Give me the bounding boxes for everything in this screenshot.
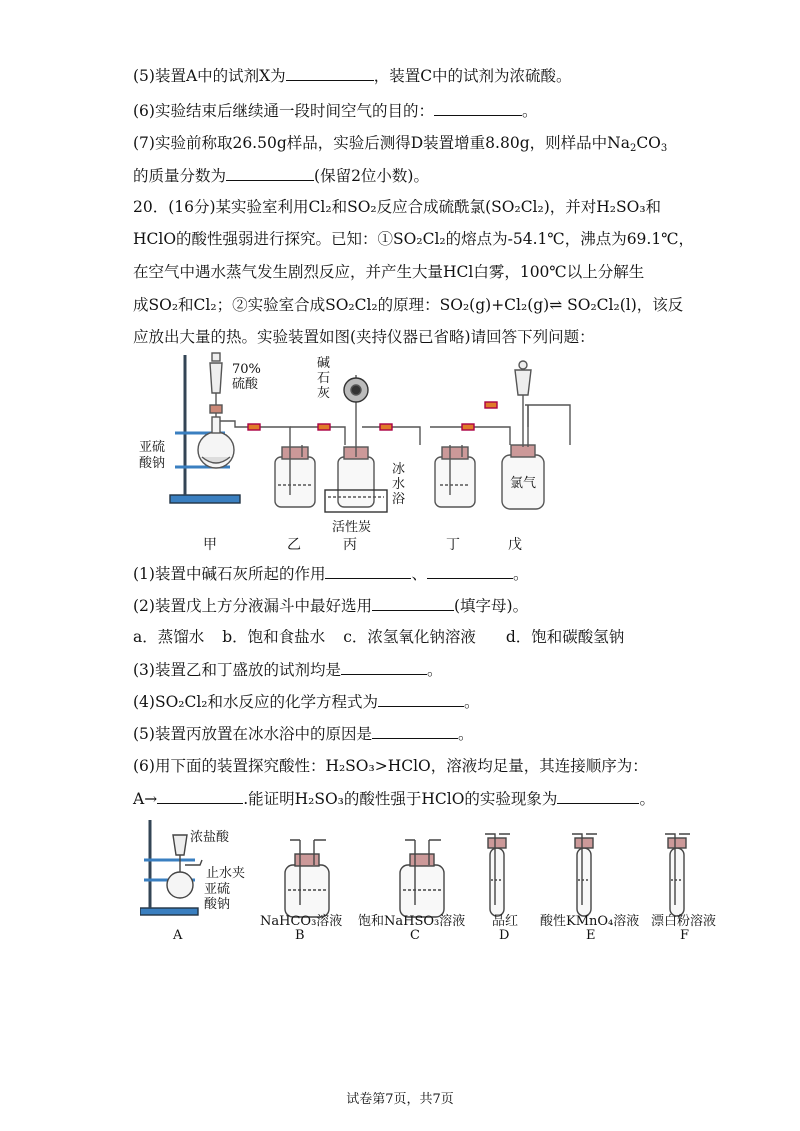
sub4-end: 。 <box>464 693 480 711</box>
label-lime <box>317 356 330 401</box>
q20-line4: 成SO₂和Cl₂；②实验室合成SO₂Cl₂的原理：SO₂(g)+Cl₂(g)⇌ SO₂Cl₂(l)，该反 <box>133 296 684 314</box>
label-ice <box>392 462 405 507</box>
label-ice-2: 水 <box>392 477 406 492</box>
q5-line <box>133 64 572 87</box>
sub4-line <box>133 690 480 713</box>
letter-c: C <box>410 928 420 943</box>
q7-text2: 的质量分数为 <box>133 167 227 185</box>
label-salt2 <box>204 882 230 912</box>
sub5-text: (5)装置丙放置在冰水浴中的原因是 <box>133 725 372 743</box>
q5-blank[interactable] <box>286 64 374 81</box>
q5-text: (5)装置A中的试剂X为 <box>133 67 286 85</box>
sub1-end: 。 <box>512 565 529 583</box>
sub3-blank[interactable] <box>341 658 427 675</box>
q6-text-end: 。 <box>521 102 538 120</box>
sub6-end: 。 <box>639 790 655 808</box>
caption-wu: 戊 <box>508 537 522 553</box>
letter-d: D <box>499 928 510 943</box>
sub1-line <box>133 562 529 585</box>
label-acid <box>232 362 261 392</box>
q7-sub2: 3 <box>660 143 668 154</box>
letter-a: A <box>173 928 183 943</box>
label-acid-2: 硫酸 <box>232 377 259 392</box>
caption-e: 酸性KMnO₄溶液 <box>540 914 640 929</box>
label-lime-3: 灰 <box>317 386 331 401</box>
label-salt-1: 亚硫 <box>139 440 166 455</box>
q5-text-end: ，装置C中的试剂为浓硫酸。 <box>373 67 572 85</box>
sub1-blank1[interactable] <box>325 562 411 579</box>
label-salt <box>139 440 165 472</box>
caption-b: NaHCO₃溶液 <box>260 914 343 929</box>
q7-line2 <box>133 164 429 187</box>
q7-text: (7)实验前称取26.50g样品，实验后测得D装置增重8.80g，则样品中 <box>133 134 608 152</box>
caption-f: 漂白粉溶液 <box>651 914 717 929</box>
sub2-line <box>133 594 528 617</box>
label-clamp: 止水夹 <box>206 866 246 881</box>
sub2-end: (填字母)。 <box>453 597 529 615</box>
sub6-arrow: A→ <box>133 790 158 808</box>
option-d[interactable]: d．饱和碳酸氢钠 <box>505 628 625 646</box>
caption-d: 品红 <box>492 914 519 929</box>
sub2-blank[interactable] <box>372 594 454 611</box>
sub6-line2 <box>133 787 655 810</box>
caption-yi: 乙 <box>287 537 301 553</box>
q20-line3: 在空气中遇水蒸气发生剧烈反应，并产生大量HCl白雾，100℃以上分解生 <box>133 263 645 281</box>
sub6-text: .能证明H₂SO₃的酸性强于HClO的实验现象为 <box>243 790 558 808</box>
q20-line5: 应放出大量的热。实验装置如图(夹持仪器已省略)请回答下列问题： <box>133 328 595 346</box>
q6-line <box>133 99 537 122</box>
q7-text2-end: (保留2位小数)。 <box>314 167 429 185</box>
letter-e: E <box>586 928 596 943</box>
q7-chem: Na <box>607 134 630 152</box>
sub4-blank[interactable] <box>378 690 464 707</box>
option-c[interactable]: c．浓氢氧化钠溶液 <box>343 628 476 646</box>
label-hcl: 浓盐酸 <box>190 830 230 845</box>
label-chlorine: 氯气 <box>510 476 537 491</box>
label-salt2-2: 酸钠 <box>204 897 231 912</box>
sub1-sep: 、 <box>411 565 427 583</box>
label-lime-1: 碱 <box>317 356 331 371</box>
sub5-line <box>133 722 473 745</box>
sub4-text: (4)SO₂Cl₂和水反应的化学方程式为 <box>133 693 379 711</box>
sub5-end: 。 <box>457 725 474 743</box>
q6-blank[interactable] <box>434 99 522 116</box>
sub2-text: (2)装置戊上方分液漏斗中最好选用 <box>133 597 372 615</box>
sub6-blank2[interactable] <box>557 787 639 804</box>
option-b[interactable]: b．饱和食盐水 <box>222 628 326 646</box>
sub5-blank[interactable] <box>372 722 458 739</box>
q20-line2: HClO的酸性强弱进行探究。已知：①SO₂Cl₂的熔点为-54.1℃，沸点为69.1℃， <box>133 230 695 248</box>
sub3-end: 。 <box>426 661 443 679</box>
caption-bing: 丙 <box>343 537 357 553</box>
page-footer: 试卷第7页，共7页 <box>346 1092 454 1107</box>
label-acid-1: 70% <box>232 362 261 377</box>
label-ice-3: 浴 <box>392 492 406 507</box>
sub6-blank1[interactable] <box>157 787 243 804</box>
label-salt-2: 酸钠 <box>139 456 166 471</box>
sub1-blank2[interactable] <box>427 562 513 579</box>
apparatus-figure <box>130 345 690 555</box>
q7-line1 <box>133 132 667 154</box>
option-a[interactable]: a．蒸馏水 <box>133 628 205 646</box>
sub2-options <box>133 626 624 648</box>
sub1-text: (1)装置中碱石灰所起的作用 <box>133 565 326 583</box>
label-salt2-1: 亚硫 <box>204 882 231 897</box>
label-lime-2: 石 <box>317 371 331 386</box>
q6-text: (6)实验结束后继续通一段时间空气的目的： <box>133 102 434 120</box>
q7-sub1: 2 <box>629 143 637 154</box>
label-carbon: 活性炭 <box>332 520 372 535</box>
caption-ding: 丁 <box>446 537 460 553</box>
label-ice-1: 冰 <box>392 462 406 477</box>
letter-b: B <box>295 928 305 943</box>
letter-f: F <box>680 928 690 943</box>
sub6-line1: (6)用下面的装置探究酸性：H₂SO₃>HClO，溶液均足量，其连接顺序为： <box>133 757 648 775</box>
caption-c: 饱和NaHSO₃溶液 <box>358 914 466 929</box>
q20-line1: 20．(16分)某实验室利用Cl₂和SO₂反应合成硫酰氯(SO₂Cl₂)，并对H₂SO₃和 <box>133 198 662 216</box>
q7-chem2: CO <box>636 134 661 152</box>
q7-blank[interactable] <box>226 164 314 181</box>
sub3-line <box>133 658 442 681</box>
caption-jia: 甲 <box>203 537 217 553</box>
sub3-text: (3)装置乙和丁盛放的试剂均是 <box>133 661 341 679</box>
